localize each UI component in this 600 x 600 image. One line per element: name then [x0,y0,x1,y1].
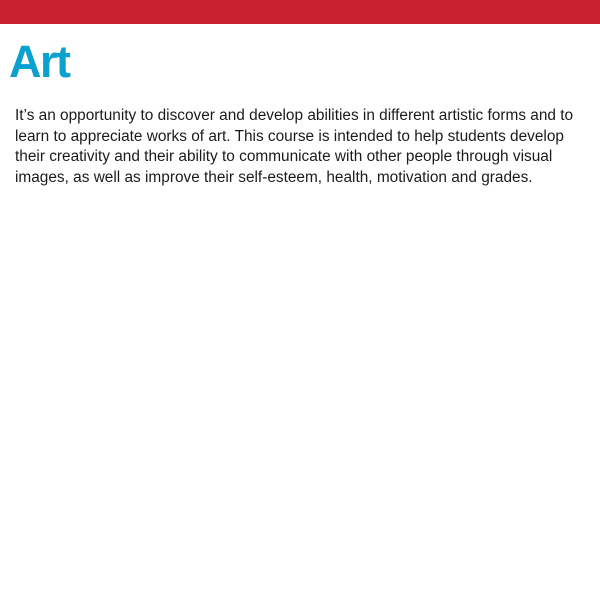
page-title: Art [9,36,70,87]
header-bar [0,0,600,24]
course-description: It’s an opportunity to discover and develop abilities in different artistic forms and to learn to appreciate works of art. This course is intended to help students develop their creativity and their ability to communicate with other people through visual images, as well as improve their self-esteem, health, motivation and grades. [15,107,574,186]
